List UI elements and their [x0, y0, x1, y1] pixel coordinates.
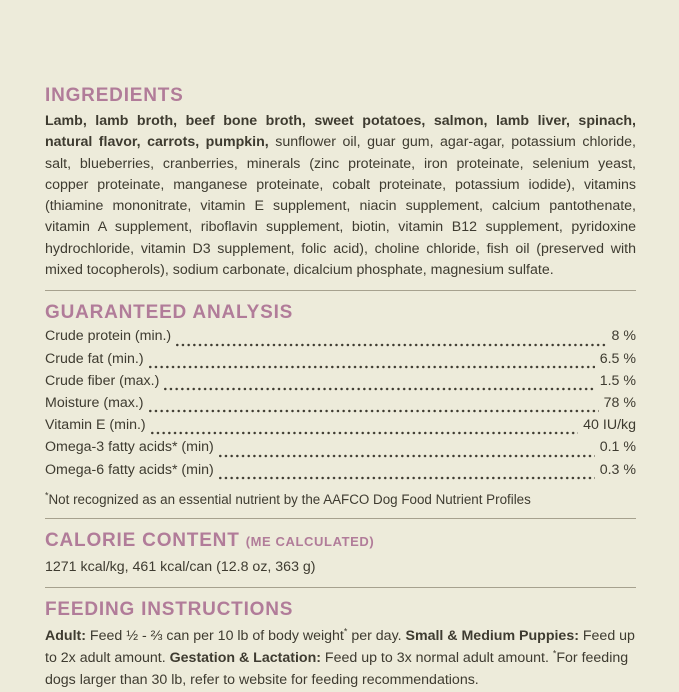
analysis-row-label: Moisture (max.): [45, 394, 144, 411]
analysis-row-label: Omega-3 fatty acids* (min): [45, 439, 214, 456]
analysis-row: [45, 373, 636, 395]
dotted-leader: [164, 387, 594, 391]
ingredients-text: Lamb, lamb broth, beef bone broth, sweet potatoes, salmon, lamb liver, spinach, natural flavor, carrots, pumpkin, sunflower oil, guar gum, agar-agar, potassium chloride, salt, blueberries, cranberries, minerals (zinc proteinate, iron proteinate, selenium yeast, copper proteinate, manganese proteinate, cobalt proteinate, potassium iodide), vitamins (thiamine mononitrate, vitamin E supplement, niacin supplement, calcium pantothenate, vitamin A supplement, riboflavin supplement, biotin, vitamin B12 supplement, pyridoxine hydrochloride, vitamin D3 supplement, folic acid), choline chloride, fish oil (preserved with mixed tocopherols), sodium carbonate, dicalcium phosphate, magnesium sulfate.: [45, 113, 636, 279]
analysis-row-value: 78 %: [603, 394, 636, 411]
analysis-row-value: 1.5 %: [599, 372, 636, 389]
dotted-leader: [219, 454, 595, 458]
section-divider: [45, 587, 636, 588]
ingredients-section: [45, 84, 636, 281]
analysis-row-value: 0.3 %: [599, 461, 636, 478]
analysis-row: [45, 417, 636, 439]
analysis-row-value: 6.5 %: [599, 350, 636, 367]
analysis-row-label: Vitamin E (min.): [45, 417, 146, 434]
analysis-row: [45, 462, 636, 484]
analysis-row-label: Crude protein (min.): [45, 328, 172, 345]
analysis-row: [45, 439, 636, 461]
guaranteed-analysis-heading: GUARANTEED ANALYSIS: [45, 302, 294, 324]
dotted-leader: [176, 343, 606, 347]
feeding-text: Adult: Feed ½ - ⅔ can per 10 lb of body weight* per day. Small & Medium Puppies: Feed up to 2x adult amount. Gestation & Lactation: Feed up to 3x normal adult amount. *For feeding dogs larger than 30 lb, refer to website for feeding recommendations.: [45, 626, 635, 689]
feeding-instructions-section: [45, 598, 636, 692]
analysis-footnote: *Not recognized as an essential nutrient by the AAFCO Dog Food Nutrient Profiles: [45, 490, 531, 507]
analysis-row-value: 0.1 %: [599, 439, 636, 456]
dotted-leader: [149, 409, 599, 413]
analysis-row-label: Omega-6 fatty acids* (min): [45, 461, 214, 478]
analysis-row-label: Crude fiber (max.): [45, 372, 160, 389]
analysis-row: [45, 351, 636, 373]
analysis-row: [45, 395, 636, 417]
analysis-table: [45, 328, 636, 483]
guaranteed-analysis-section: [45, 301, 636, 508]
section-divider: [45, 290, 636, 291]
dotted-leader: [219, 476, 595, 480]
calorie-value: 1271 kcal/kg, 461 kcal/can (12.8 oz, 363 g): [45, 558, 316, 575]
dotted-leader: [151, 431, 579, 435]
calorie-content-section: [45, 529, 636, 578]
analysis-row: [45, 328, 636, 350]
analysis-row-label: Crude fat (min.): [45, 350, 144, 367]
calorie-content-heading: [45, 529, 636, 553]
ingredients-heading: INGREDIENTS: [45, 85, 184, 106]
analysis-row-value: 40 IU/kg: [583, 417, 636, 434]
dotted-leader: [149, 365, 595, 369]
section-divider: [45, 518, 636, 519]
pet-food-label: [45, 84, 636, 692]
calorie-content-title: CALORIE CONTENT: [45, 529, 240, 551]
calorie-content-subtitle: (ME CALCULATED): [245, 533, 375, 549]
analysis-row-value: 8 %: [611, 328, 636, 345]
feeding-instructions-heading: FEEDING INSTRUCTIONS: [45, 598, 294, 620]
